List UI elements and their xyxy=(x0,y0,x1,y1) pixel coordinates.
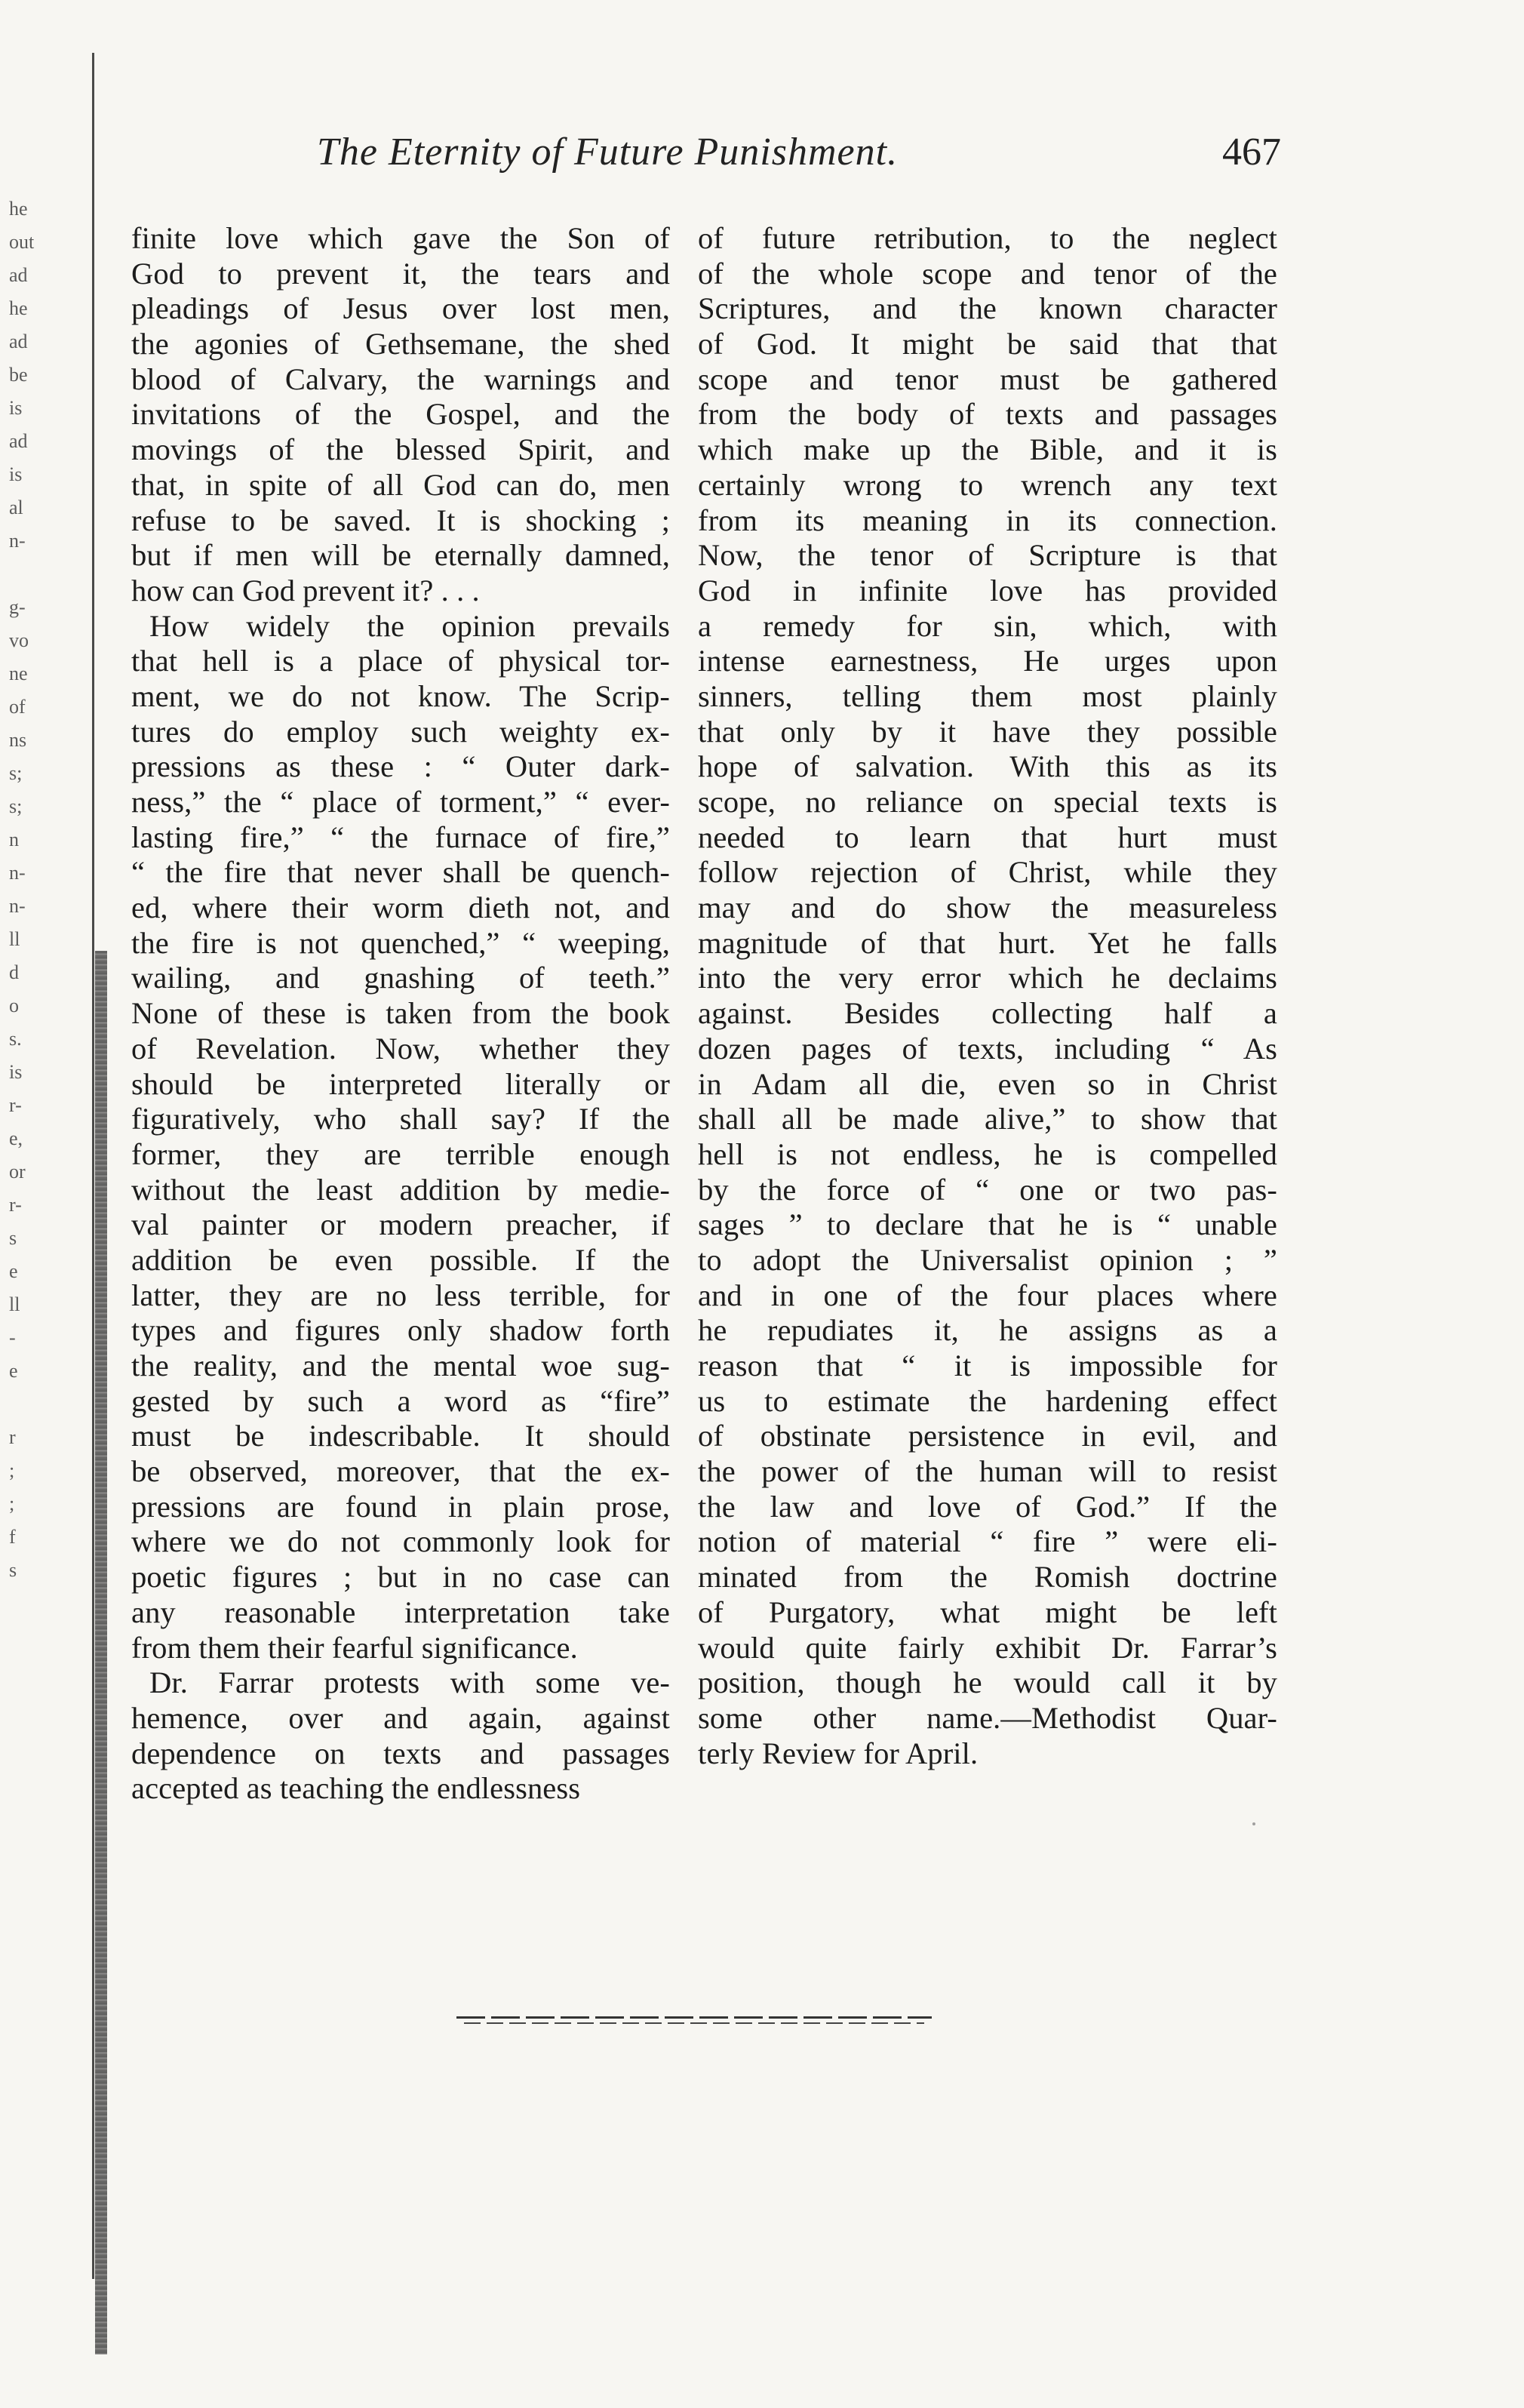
text-line: the power of the human will to resist xyxy=(698,1454,1277,1489)
text-line: by the force of “ one or two pas- xyxy=(698,1172,1277,1207)
end-of-article-rule xyxy=(456,2015,932,2030)
text-line: blood of Calvary, the warnings and xyxy=(131,361,670,396)
text-line: figuratively, who shall say? If the xyxy=(131,1102,670,1136)
text-line: How widely the opinion prevails xyxy=(149,608,670,643)
text-line: which make up the Bible, and it is xyxy=(698,432,1277,467)
text-line: follow rejection of Christ, while they xyxy=(698,855,1277,890)
text-line: Now, the tenor of Scripture is that xyxy=(698,538,1277,573)
text-line: “ the fire that never shall be quench- xyxy=(131,855,670,890)
text-line: notion of material “ fire ” were eli- xyxy=(698,1524,1277,1559)
text-line: without the least addition by medie- xyxy=(131,1172,670,1207)
text-line: of Purgatory, what might be left xyxy=(698,1595,1277,1629)
text-line: former, they are terrible enough xyxy=(131,1136,670,1171)
text-line: against. Besides collecting half a xyxy=(698,996,1277,1031)
text-line: Scriptures, and the known character xyxy=(698,291,1277,326)
text-line: hell is not endless, he is compelled xyxy=(698,1136,1277,1171)
text-line: scope, no reliance on special texts is xyxy=(698,785,1277,819)
text-line: needed to learn that hurt must xyxy=(698,820,1277,854)
text-line: into the very error which he declaims xyxy=(698,961,1277,995)
text-line: reason that “ it is impossible for xyxy=(698,1349,1277,1382)
text-line: would quite fairly exhibit Dr. Farrar’s xyxy=(698,1630,1277,1665)
text-line: tures do employ such weighty ex- xyxy=(131,714,670,749)
text-line: dependence on texts and passages xyxy=(131,1736,670,1770)
text-line: None of these is taken from the book xyxy=(131,996,670,1031)
rule-line-top xyxy=(456,2016,932,2019)
text-line: lasting fire,” “ the furnace of fire,” xyxy=(131,820,670,854)
text-line: of God. It might be said that that xyxy=(698,327,1277,361)
text-line: hope of salvation. With this as its xyxy=(698,749,1277,784)
text-line: be observed, moreover, that the ex- xyxy=(131,1454,670,1489)
text-line: where we do not commonly look for xyxy=(131,1524,670,1559)
text-line: position, though he would call it by xyxy=(698,1665,1277,1700)
text-line: God to prevent it, the tears and xyxy=(131,256,670,291)
text-line: wailing, and gnashing of teeth.” xyxy=(131,961,670,995)
text-line: may and do show the measureless xyxy=(698,890,1277,925)
paper-speck xyxy=(1252,1822,1255,1825)
text-line: from the body of texts and passages xyxy=(698,397,1277,432)
text-line: addition be even possible. If the xyxy=(131,1242,670,1277)
text-line: of future retribution, to the neglect xyxy=(698,221,1277,255)
text-line: to adopt the Universalist opinion ; ” xyxy=(698,1242,1277,1277)
text-line: ment, we do not know. The Scrip- xyxy=(131,678,670,713)
text-line: refuse to be saved. It is shocking ; xyxy=(131,503,670,537)
running-header-title: The Eternity of Future Punishment. xyxy=(317,131,899,174)
text-line: dozen pages of texts, including “ As xyxy=(698,1031,1277,1066)
text-line: shall all be made alive,” to show that xyxy=(698,1102,1277,1136)
text-line: pressions are found in plain prose, xyxy=(131,1489,670,1524)
text-line: finite love which gave the Son of xyxy=(131,221,670,255)
text-line: the fire is not quenched,” “ weeping, xyxy=(131,925,670,960)
text-line: of Revelation. Now, whether they xyxy=(131,1031,670,1066)
text-line: us to estimate the hardening effect xyxy=(698,1383,1277,1418)
text-line: types and figures only shadow forth xyxy=(131,1313,670,1348)
text-line: in Adam all die, even so in Christ xyxy=(698,1066,1277,1101)
text-line: terly Review for April. xyxy=(698,1736,979,1770)
text-line: intense earnestness, He urges upon xyxy=(698,644,1277,678)
text-line: a remedy for sin, which, with xyxy=(698,608,1277,643)
text-line: minated from the Romish doctrine xyxy=(698,1560,1277,1595)
text-line: certainly wrong to wrench any text xyxy=(698,467,1277,502)
binding-gutter-line xyxy=(92,53,94,2279)
page-number: 467 xyxy=(1222,131,1281,174)
text-line: that hell is a place of physical tor- xyxy=(131,644,670,678)
text-line: the reality, and the mental woe sug- xyxy=(131,1349,670,1382)
text-line: sinners, telling them most plainly xyxy=(698,678,1277,713)
text-line: from them their fearful significance. xyxy=(131,1630,578,1665)
text-line: latter, they are no less terrible, for xyxy=(131,1278,670,1312)
text-line: that only by it have they possible xyxy=(698,714,1277,749)
text-line: some other name.—Methodist Quar- xyxy=(698,1700,1277,1735)
text-line: God in infinite love has provided xyxy=(698,573,1277,607)
text-line: of the whole scope and tenor of the xyxy=(698,256,1277,291)
text-line: pleadings of Jesus over lost men, xyxy=(131,291,670,326)
text-line: any reasonable interpretation take xyxy=(131,1595,670,1629)
rule-line-bottom xyxy=(464,2022,924,2024)
text-line: and in one of the four places where xyxy=(698,1278,1277,1312)
text-line: sages ” to declare that he is “ unable xyxy=(698,1207,1277,1242)
text-line: ness,” the “ place of torment,” “ ever- xyxy=(131,785,670,819)
text-line: pressions as these : “ Outer dark- xyxy=(131,749,670,784)
facing-page-bleed-through: he out ad he ad be is ad is al n- g- vo ne of ns s; s; n n- n- ll d o s. is r- e, or r- s e ll - e r ; ; f s xyxy=(9,198,35,1581)
text-line: he repudiates it, he assigns as a xyxy=(698,1313,1277,1348)
right-text-column xyxy=(698,221,1277,1771)
text-line: scope and tenor must be gathered xyxy=(698,361,1277,396)
text-line: how can God prevent it? . . . xyxy=(131,573,480,607)
text-line: the agonies of Gethsemane, the shed xyxy=(131,327,670,361)
text-line: poetic figures ; but in no case can xyxy=(131,1560,670,1595)
text-line: should be interpreted literally or xyxy=(131,1066,670,1101)
text-line: hemence, over and again, against xyxy=(131,1700,670,1735)
text-line: of obstinate persistence in evil, and xyxy=(698,1419,1277,1453)
text-line: magnitude of that hurt. Yet he falls xyxy=(698,925,1277,960)
text-line: movings of the blessed Spirit, and xyxy=(131,432,670,467)
text-line: must be indescribable. It should xyxy=(131,1419,670,1453)
text-line: but if men will be eternally damned, xyxy=(131,538,670,573)
text-line: invitations of the Gospel, and the xyxy=(131,397,670,432)
text-line: ed, where their worm dieth not, and xyxy=(131,890,670,925)
text-line: val painter or modern preacher, if xyxy=(131,1207,670,1242)
text-line: gested by such a word as “fire” xyxy=(131,1383,670,1418)
text-line: accepted as teaching the endlessness xyxy=(131,1771,581,1806)
left-text-column xyxy=(131,221,670,1807)
text-line: that, in spite of all God can do, men xyxy=(131,467,670,502)
text-line: the law and love of God.” If the xyxy=(698,1489,1277,1524)
text-line: Dr. Farrar protests with some ve- xyxy=(149,1665,670,1700)
text-line: from its meaning in its connection. xyxy=(698,503,1277,537)
binding-edge-shadow xyxy=(95,951,107,2354)
